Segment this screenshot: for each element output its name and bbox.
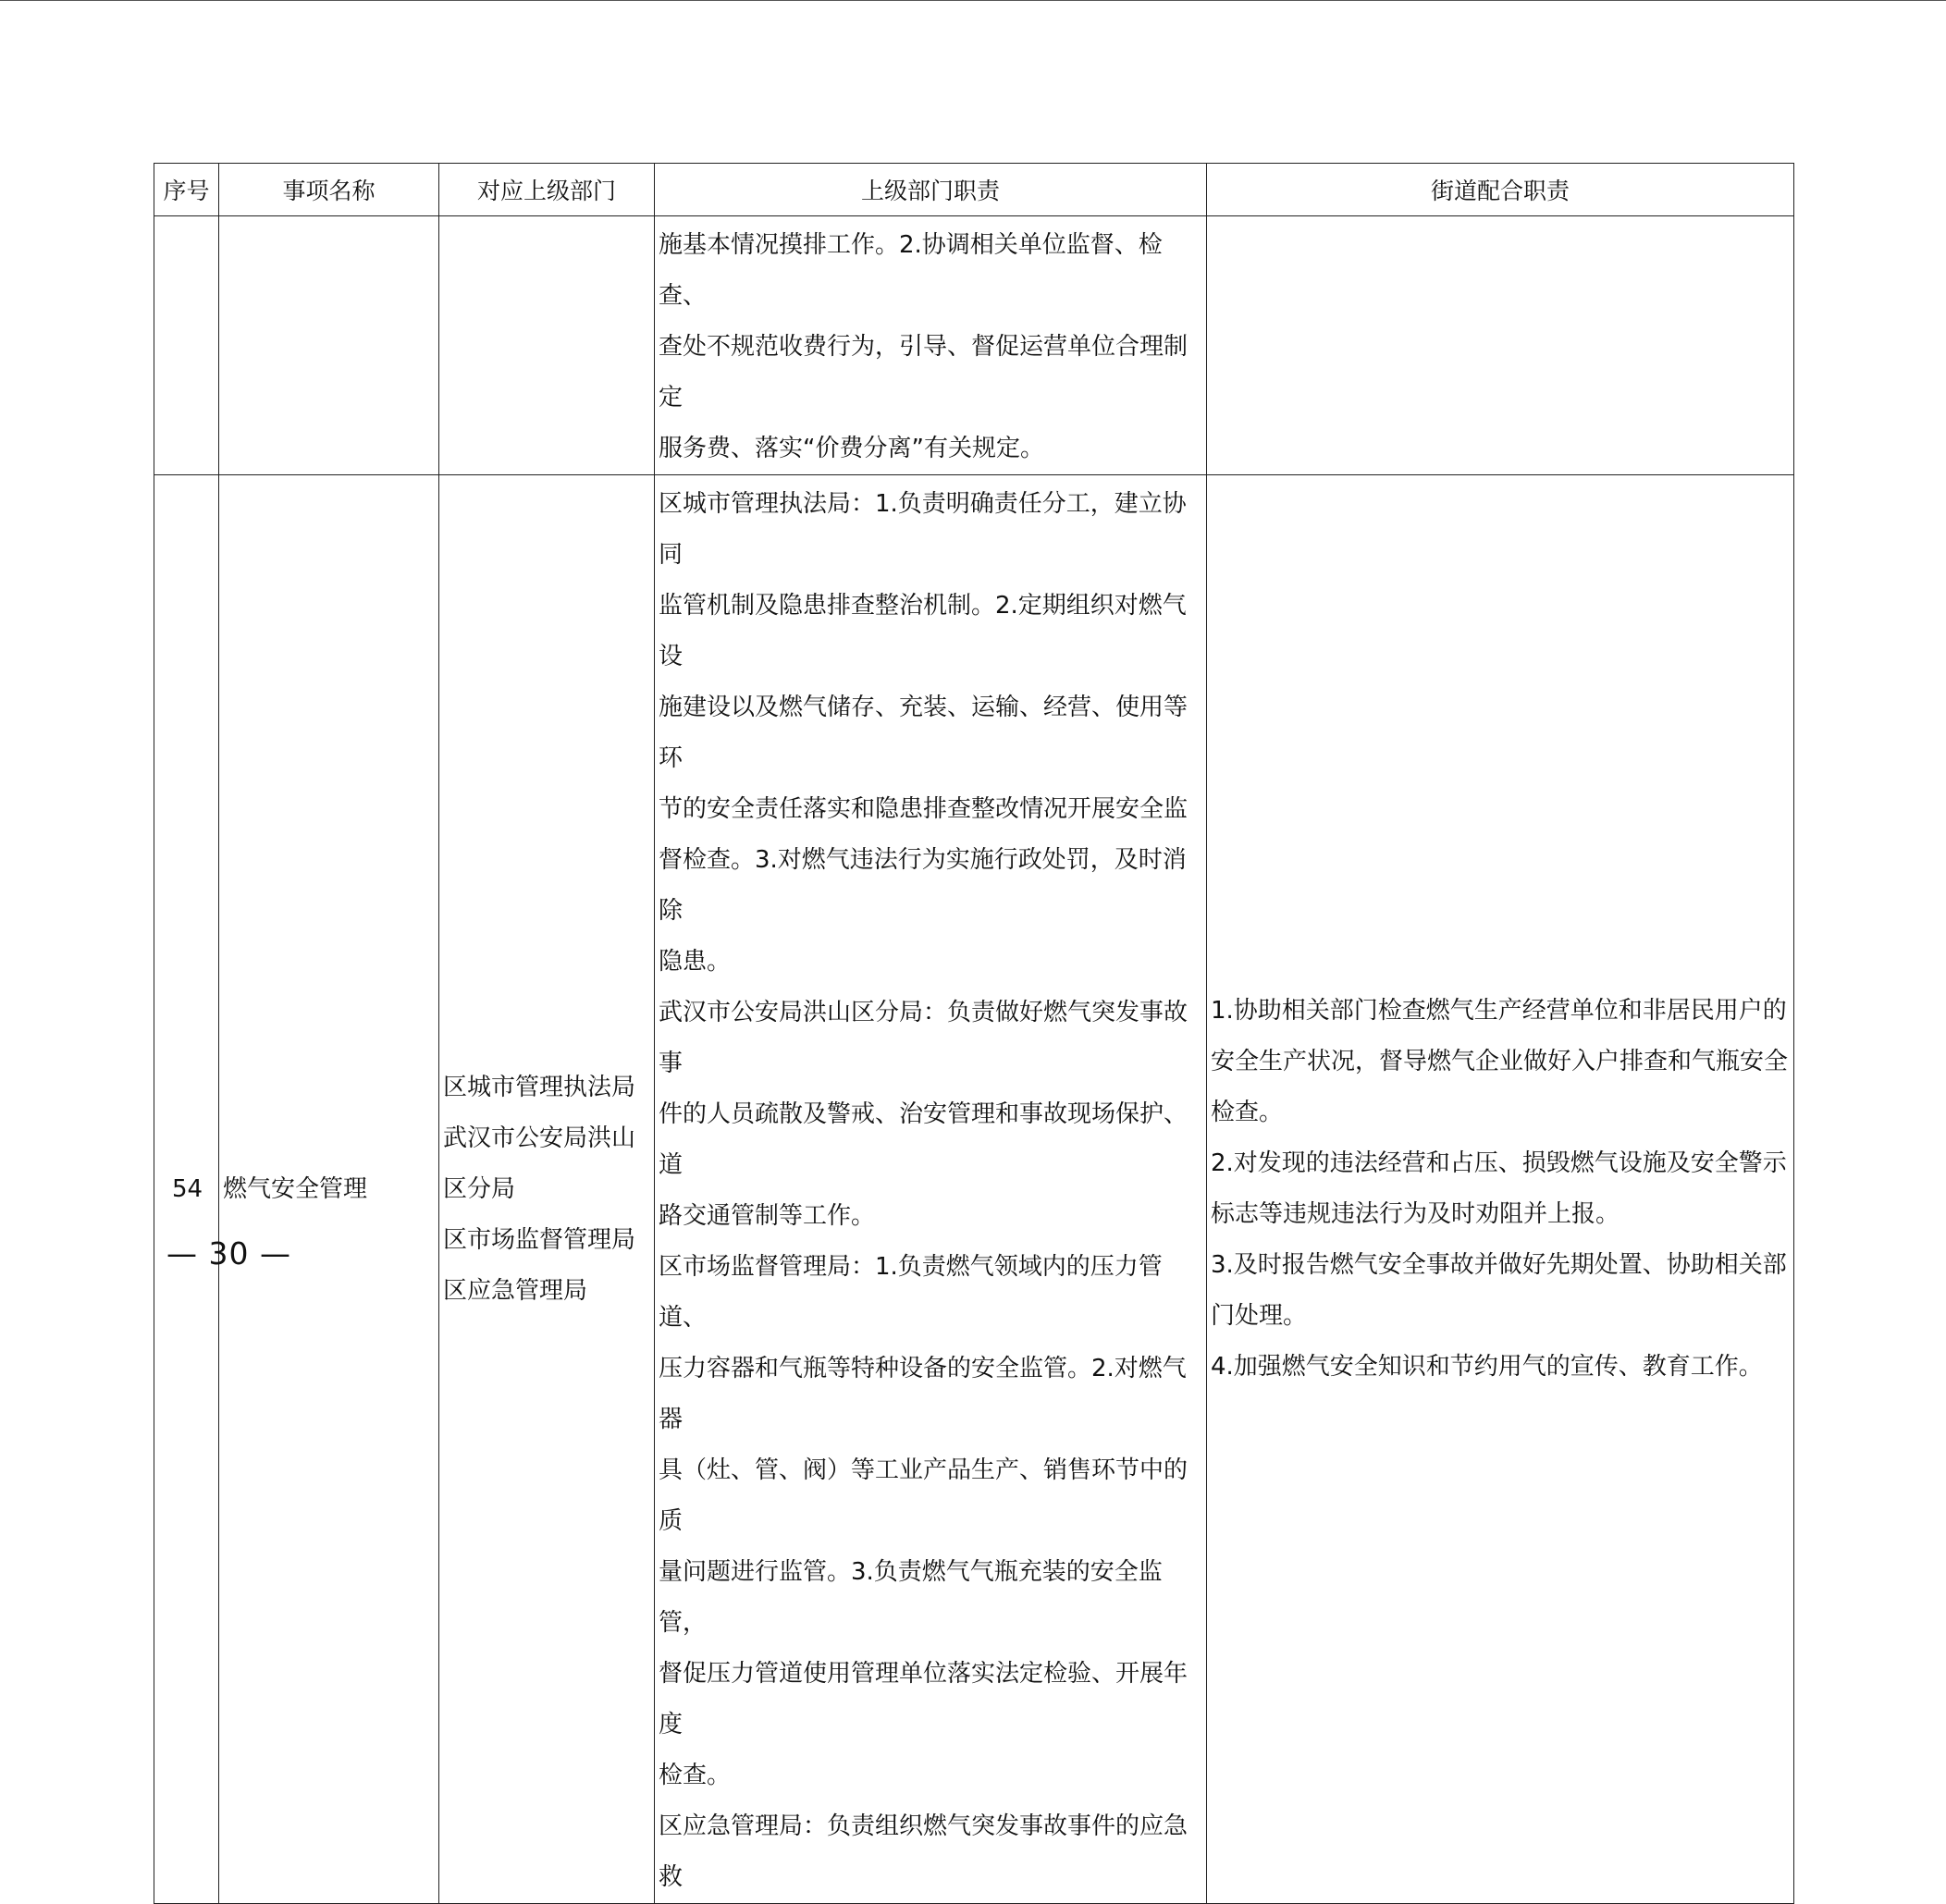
row-coop [1207,344,1793,348]
row-name: 燃气安全管理 [223,1174,368,1203]
row-no [154,344,218,348]
row-no: 54 [171,1174,203,1203]
row-duty-cell [655,475,1207,1904]
header-name: 事项名称 [219,164,439,216]
table-row [154,475,1794,1904]
header-coop: 街道配合职责 [1207,164,1794,216]
page-number: — 30 — [166,1235,291,1271]
row-duty-cell [655,216,1207,475]
duty-table [154,163,1794,1904]
row-name-cell [219,216,439,475]
row-name [219,344,438,348]
table-row [154,216,1794,475]
page-top-border [0,0,1946,1]
row-duty: 施基本情况摸排工作。2.协调相关单位监督、检查、 查处不规范收费行为，引导、督促运营单位合理制定 服务费、落实“价费分离”有关规定。 [659,231,1189,462]
row-coop-cell [1207,475,1794,1904]
row-coop: 1.协助相关部门检查燃气生产经营单位和非居民用户的 安全生产状况，督导燃气企业做好入户排查和气瓶安全 检查。 2.对发现的违法经营和占压、损毁燃气设施及安全警示 标志等违规违法行为及时劝阻并上报。 3.及时报告燃气安全事故并做好先期处置、协助相关部 门处理。 4.加强燃气安全知识和节约用气的宣传、教育工作。 [1211,997,1789,1381]
row-duty: 区城市管理执法局：1.负责明确责任分工，建立协同 监管机制及隐患排查整治机制。2.定期组织对燃气设 施建设以及燃气储存、充装、运输、经营、使用等环 节的安全责任落实和隐患排查整改情况开展安全监 督检查。3.对燃气违法行为实施行政处罚，及时消除 隐患。 武汉市公安局洪山区分局：负责做好燃气突发事故事 件的人员疏散及警戒、治安管理和事故现场保护、道 路交通管制等工作。 区市场监督管理局：1.负责燃气领域内的压力管道、 压力容器和气瓶等特种设备的安全监管。2.对燃气器 具（灶、管、阀）等工业产品生产、销售环节中的质 量问题进行监管。3.负责燃气气瓶充装的安全监管， 督促压力管道使用管理单位落实法定检验、开展年度 检查。 区应急管理局：负责组织燃气突发事故事件的应急救 [659,490,1189,1891]
row-no-cell [154,216,219,475]
header-dept: 对应上级部门 [439,164,655,216]
row-name-cell [219,475,439,1904]
header-row [154,164,1794,216]
row-dept: 区城市管理执法局 武汉市公安局洪山 区分局 区市场监督管理局 区应急管理局 [443,1073,636,1305]
row-no-cell [154,475,219,1904]
header-no: 序号 [154,164,219,216]
row-dept-cell [439,216,655,475]
row-dept [439,344,654,348]
row-coop-cell [1207,216,1794,475]
row-dept-cell [439,475,655,1904]
header-duty: 上级部门职责 [655,164,1207,216]
